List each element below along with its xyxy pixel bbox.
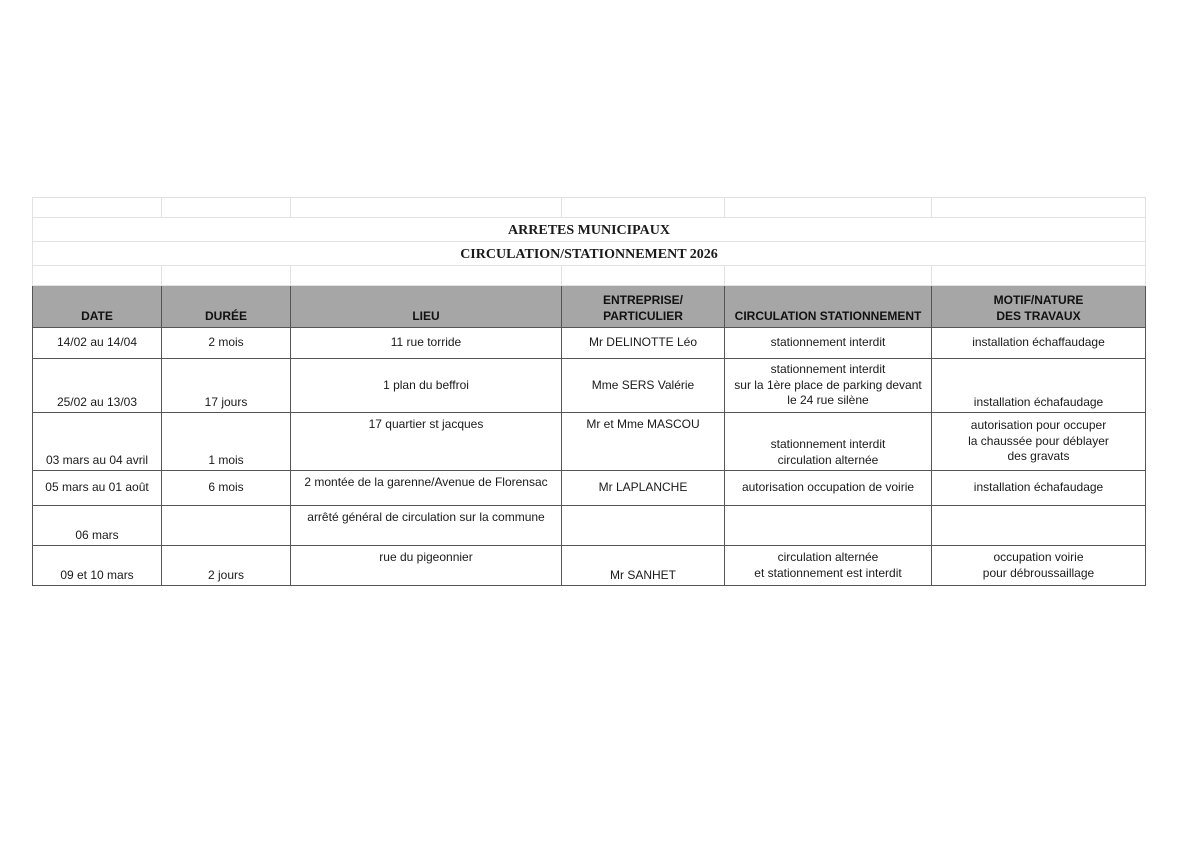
header-row — [33, 286, 1146, 328]
cell-entreprise: Mr LAPLANCHE — [562, 471, 725, 506]
header-entreprise: ENTREPRISE/ PARTICULIER — [562, 286, 725, 328]
header-date: DATE — [33, 286, 162, 328]
cell-entreprise: Mr SANHET — [562, 546, 725, 586]
cell-motif: occupation voirie pour débroussaillage — [932, 546, 1146, 586]
cell-duree: 2 mois — [162, 328, 291, 359]
blank-row — [33, 266, 1146, 286]
cell-circulation: autorisation occupation de voirie — [725, 471, 932, 506]
cell-circulation: circulation alternée et stationnement est interdit — [725, 546, 932, 586]
cell-motif: autorisation pour occuper la chaussée pour déblayer des gravats — [932, 413, 1146, 471]
cell-circulation: stationnement interdit — [725, 328, 932, 359]
cell-duree: 1 mois — [162, 413, 291, 471]
cell-duree: 17 jours — [162, 359, 291, 413]
header-circulation: CIRCULATION STATIONNEMENT — [725, 286, 932, 328]
header-lieu: LIEU — [291, 286, 562, 328]
cell-duree: 2 jours — [162, 546, 291, 586]
table-row — [33, 506, 1146, 546]
document-title: ARRETES MUNICIPAUX — [33, 218, 1146, 242]
cell-duree — [162, 506, 291, 546]
table-row — [33, 413, 1146, 471]
cell-lieu: 2 montée de la garenne/Avenue de Florensac — [291, 471, 562, 506]
spreadsheet-sheet — [32, 197, 1145, 586]
subtitle-row — [33, 242, 1146, 266]
title-row — [33, 218, 1146, 242]
table-row — [33, 546, 1146, 586]
cell-entreprise: Mme SERS Valérie — [562, 359, 725, 413]
cell-date: 14/02 au 14/04 — [33, 328, 162, 359]
cell-motif — [932, 506, 1146, 546]
table-row — [33, 471, 1146, 506]
cell-lieu: 17 quartier st jacques — [291, 413, 562, 471]
header-motif: MOTIF/NATURE DES TRAVAUX — [932, 286, 1146, 328]
cell-entreprise: Mr DELINOTTE Léo — [562, 328, 725, 359]
cell-date: 06 mars — [33, 506, 162, 546]
cell-duree: 6 mois — [162, 471, 291, 506]
cell-motif: installation échafaudage — [932, 471, 1146, 506]
arretes-table — [32, 197, 1146, 586]
cell-entreprise — [562, 506, 725, 546]
cell-date: 03 mars au 04 avril — [33, 413, 162, 471]
cell-motif: installation échafaudage — [932, 359, 1146, 413]
table-row — [33, 328, 1146, 359]
cell-circulation — [725, 506, 932, 546]
cell-lieu: arrêté général de circulation sur la commune — [291, 506, 562, 546]
cell-lieu: rue du pigeonnier — [291, 546, 562, 586]
cell-date: 05 mars au 01 août — [33, 471, 162, 506]
table-row — [33, 359, 1146, 413]
cell-entreprise: Mr et Mme MASCOU — [562, 413, 725, 471]
cell-date: 09 et 10 mars — [33, 546, 162, 586]
blank-row — [33, 198, 1146, 218]
document-subtitle: CIRCULATION/STATIONNEMENT 2026 — [33, 242, 1146, 266]
header-duree: DURÉE — [162, 286, 291, 328]
cell-motif: installation échaffaudage — [932, 328, 1146, 359]
cell-lieu: 1 plan du beffroi — [291, 359, 562, 413]
cell-circulation: stationnement interdit circulation alternée — [725, 413, 932, 471]
cell-circulation: stationnement interdit sur la 1ère place de parking devant le 24 rue silène — [725, 359, 932, 413]
cell-lieu: 11 rue torride — [291, 328, 562, 359]
cell-date: 25/02 au 13/03 — [33, 359, 162, 413]
